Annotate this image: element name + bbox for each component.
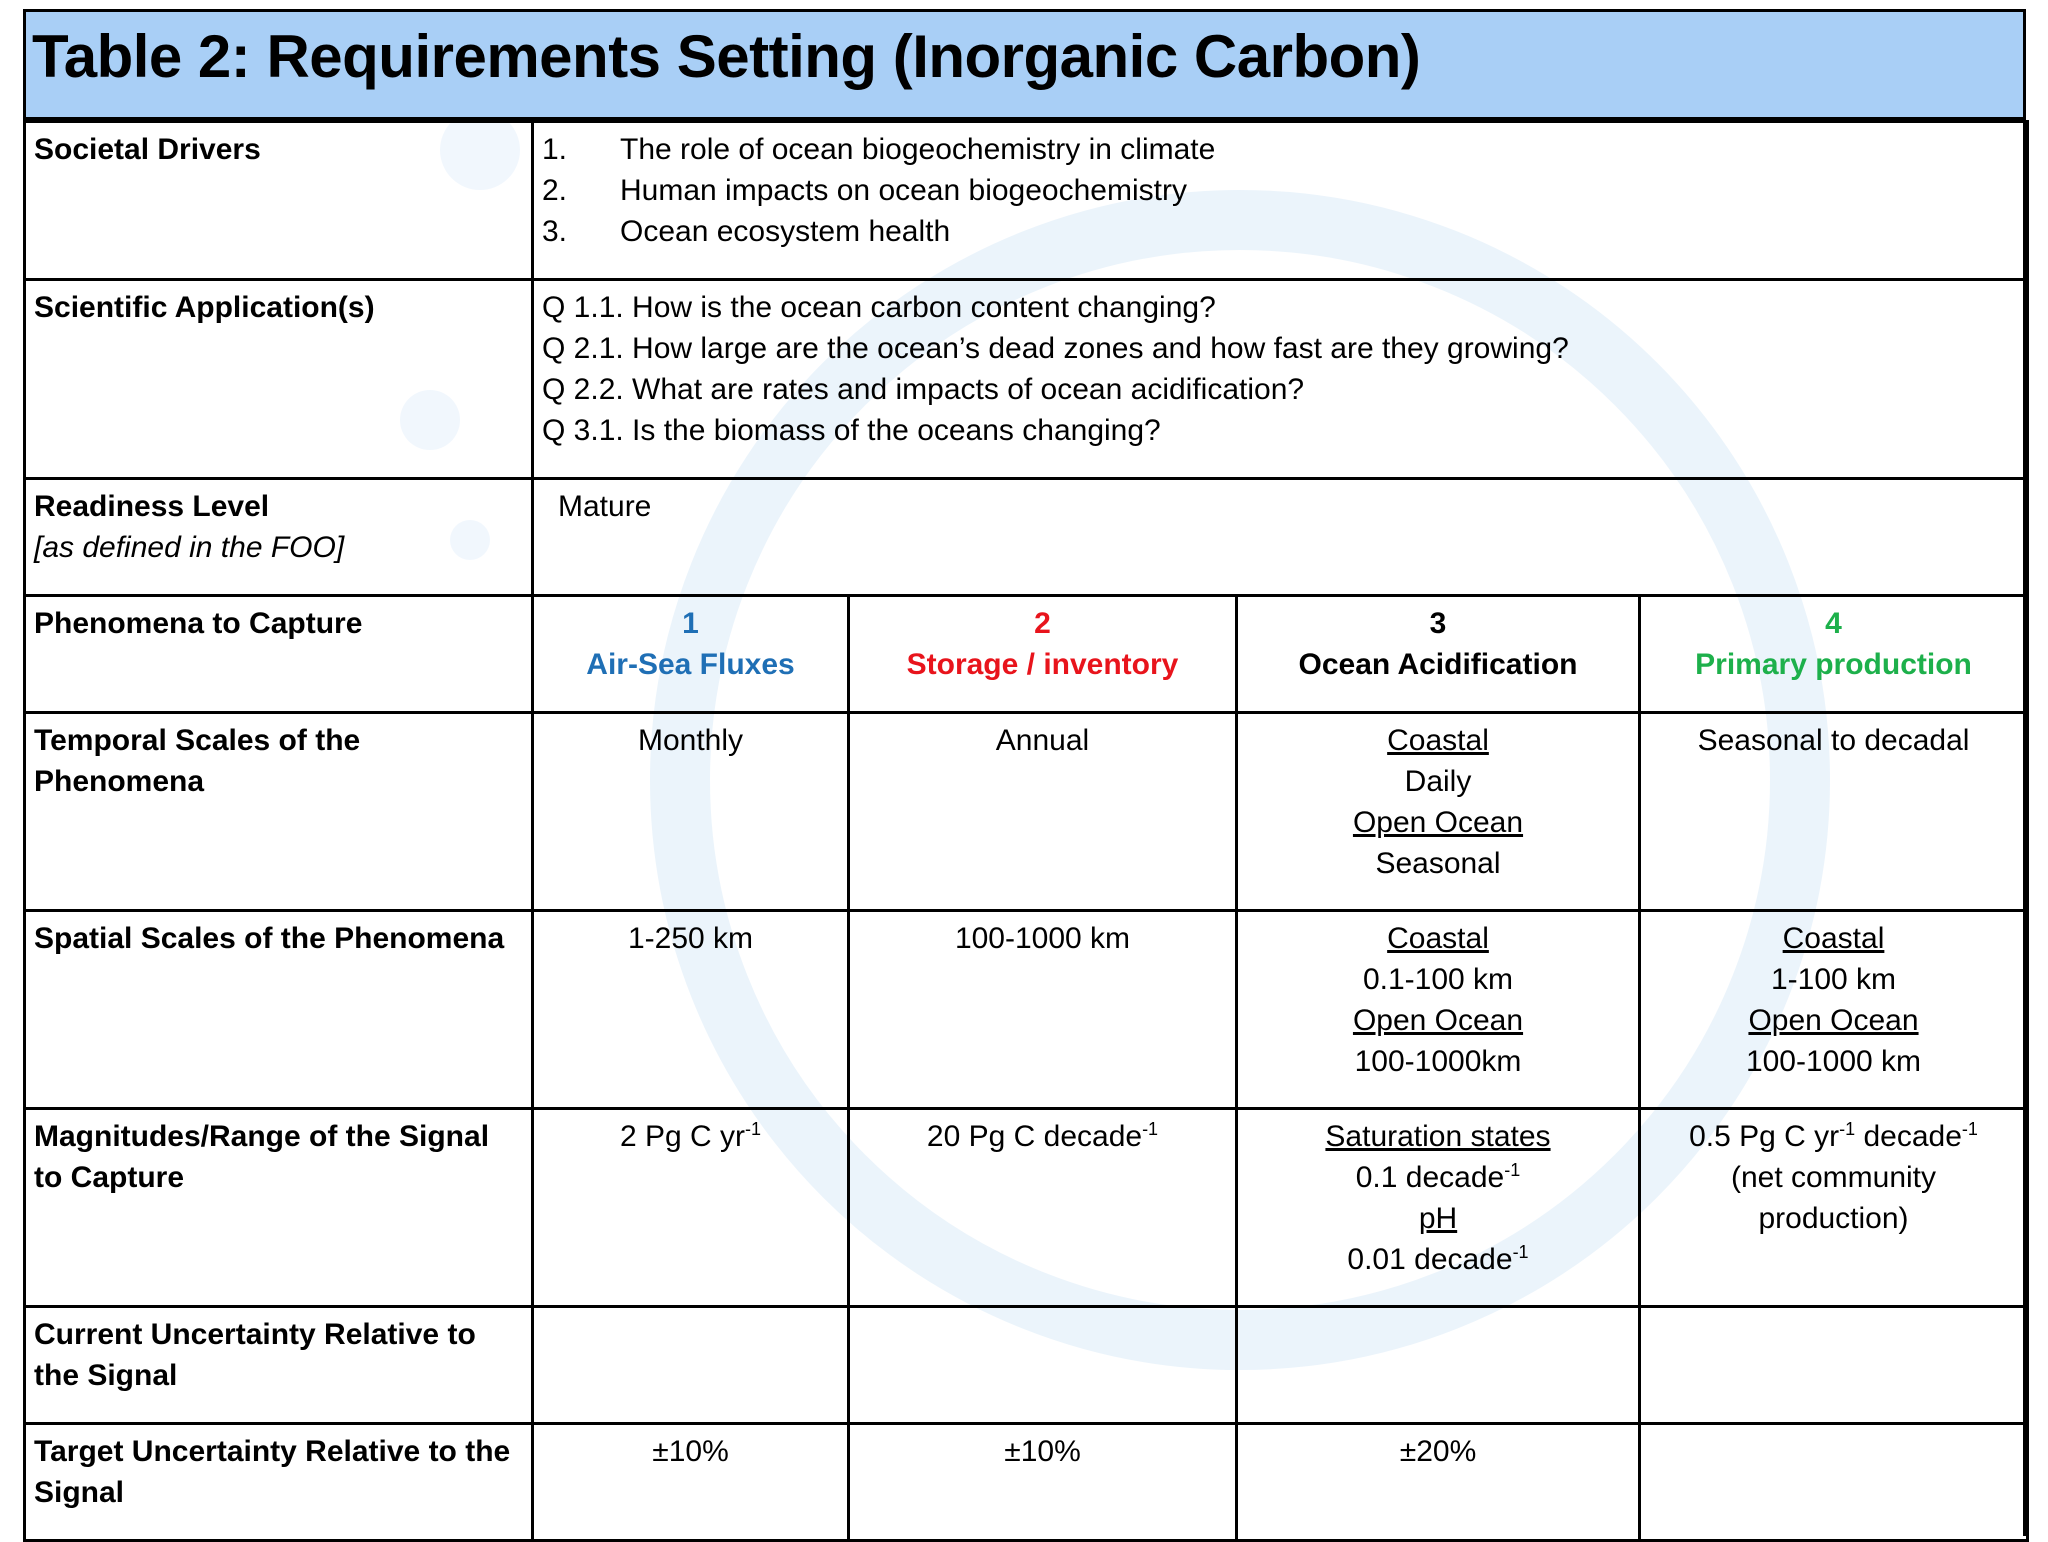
spatial-cell-1: 1-250 km [533, 911, 849, 1109]
temporal-cell-1: Monthly [533, 713, 849, 911]
title-bar [26, 12, 2023, 120]
spatial-cell-4: Coastal 1-100 km Open Ocean 100-1000 km [1640, 911, 2028, 1109]
temporal-cell-3: Coastal Daily Open Ocean Seasonal [1237, 713, 1640, 911]
row-target-uncertainty [25, 1424, 2028, 1541]
row-label: Readiness Level [as defined in the FOO] [25, 479, 533, 596]
row-label: Societal Drivers [25, 122, 533, 280]
row-phenomena [25, 596, 2028, 713]
row-magnitudes [25, 1109, 2028, 1307]
slide [23, 9, 2026, 1536]
target-uncertainty-cell-3: ±20% [1237, 1424, 1640, 1541]
requirements-table [23, 120, 2029, 1542]
target-uncertainty-cell-4 [1640, 1424, 2028, 1541]
row-label: Scientific Application(s) [25, 280, 533, 479]
current-uncertainty-cell-1 [533, 1307, 849, 1424]
row-societal-drivers [25, 122, 2028, 280]
societal-drivers-cell [533, 122, 2028, 280]
list-item: 3. Ocean ecosystem health [542, 215, 951, 248]
list-item: 2. Human impacts on ocean biogeochemistry [542, 174, 1187, 207]
list-item: Q 1.1. How is the ocean carbon content changing? [542, 291, 1216, 324]
row-label: Magnitudes/Range of the Signal to Capture [25, 1109, 533, 1307]
magnitude-cell-3: Saturation states 0.1 decade$^{-1}$ pH 0.01 decade$^{-1}$ [1237, 1109, 1640, 1307]
magnitude-cell-1: 2 Pg C $yr^{-1}$ [533, 1109, 849, 1307]
drivers-list [542, 129, 2018, 252]
row-label: Phenomena to Capture [25, 596, 533, 713]
list-item: Q 2.2. What are rates and impacts of ocean acidification? [542, 373, 1305, 406]
target-uncertainty-cell-2: ±10% [849, 1424, 1237, 1541]
row-label: Spatial Scales of the Phenomena [25, 911, 533, 1109]
table-title: Table 2: Requirements Setting (Inorganic Carbon) [32, 23, 1421, 90]
phenomenon-3: 3 Ocean Acidification [1237, 596, 1640, 713]
magnitude-cell-4: 0.5 Pg C $yr^{-1}$ decade$^{-1}$ (net community production) [1640, 1109, 2028, 1307]
scientific-applications-cell [533, 280, 2028, 479]
row-spatial-scales [25, 911, 2028, 1109]
row-scientific-applications [25, 280, 2028, 479]
target-uncertainty-cell-1: ±10% [533, 1424, 849, 1541]
current-uncertainty-cell-4 [1640, 1307, 2028, 1424]
phenomenon-2: 2 Storage / inventory [849, 596, 1237, 713]
current-uncertainty-cell-2 [849, 1307, 1237, 1424]
row-temporal-scales [25, 713, 2028, 911]
spatial-cell-3: Coastal 0.1-100 km Open Ocean 100-1000km [1237, 911, 1640, 1109]
phenomenon-4: 4 Primary production [1640, 596, 2028, 713]
readiness-value: Mature [533, 479, 2028, 596]
row-label: Temporal Scales of the Phenomena [25, 713, 533, 911]
current-uncertainty-cell-3 [1237, 1307, 1640, 1424]
magnitude-cell-2: 20 Pg C decade$^{-1}$ [849, 1109, 1237, 1307]
temporal-cell-4: Seasonal to decadal [1640, 713, 2028, 911]
row-current-uncertainty [25, 1307, 2028, 1424]
row-sublabel: [as defined in the FOO] [34, 531, 345, 564]
row-label: Current Uncertainty Relative to the Signal [25, 1307, 533, 1424]
row-readiness [25, 479, 2028, 596]
list-item: Q 3.1. Is the biomass of the oceans changing? [542, 414, 1161, 447]
list-item: 1. The role of ocean biogeochemistry in climate [542, 133, 1216, 166]
phenomenon-1: 1 Air-Sea Fluxes [533, 596, 849, 713]
spatial-cell-2: 100-1000 km [849, 911, 1237, 1109]
list-item: Q 2.1. How large are the ocean’s dead zones and how fast are they growing? [542, 332, 1569, 365]
row-label: Target Uncertainty Relative to the Signal [25, 1424, 533, 1541]
temporal-cell-2: Annual [849, 713, 1237, 911]
